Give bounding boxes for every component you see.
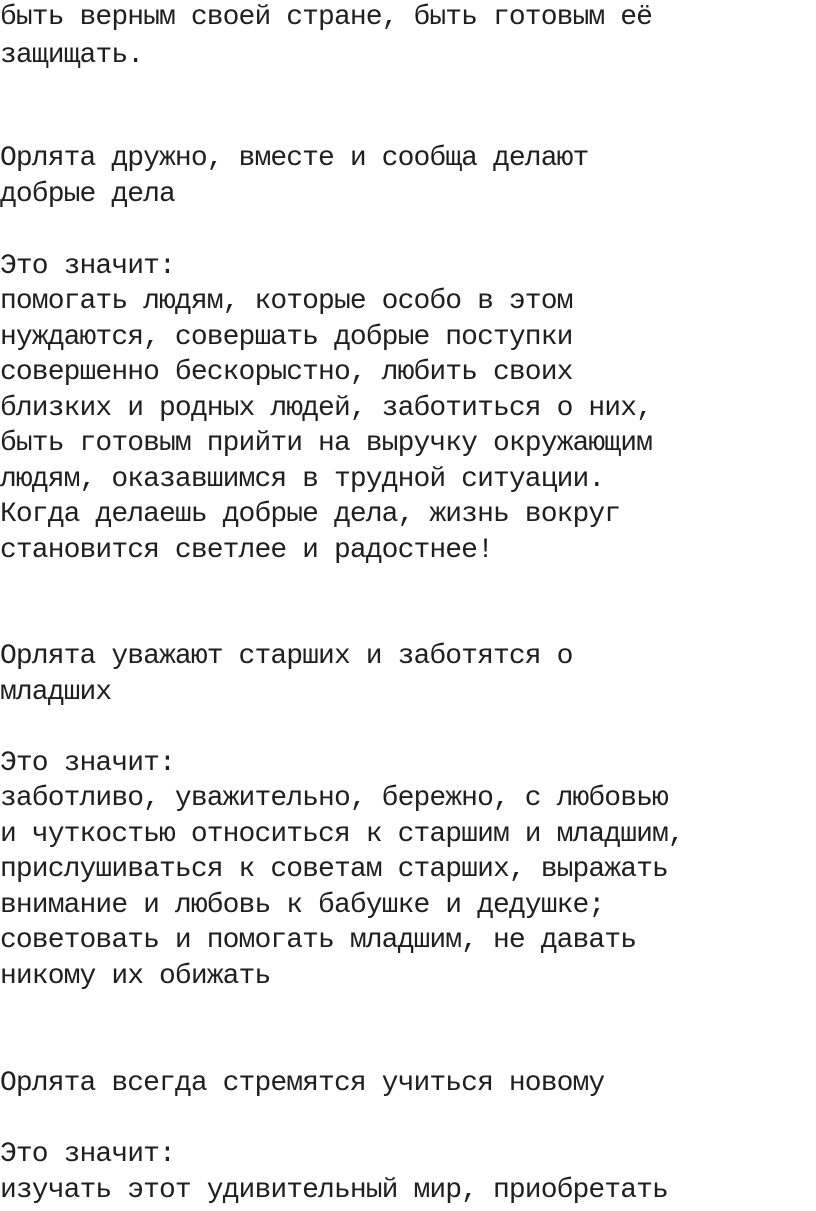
intro-line: защищать. <box>0 40 144 71</box>
body-line: Когда делаешь добрые дела, жизнь вокруг <box>0 499 621 530</box>
section-heading: младших <box>0 677 112 708</box>
meaning-label: Это значит: <box>0 1139 175 1170</box>
body-line: помогать людям, которые особо в этом <box>0 286 573 317</box>
section-heading: добрые дела <box>0 179 175 210</box>
body-line: нуждаются, совершать добрые поступки <box>0 322 573 353</box>
body-line: никому их обижать <box>0 961 271 992</box>
section-heading: Орлята дружно, вместе и сообща делают <box>0 143 589 174</box>
body-line: близких и родных людей, заботиться о них, <box>0 393 653 424</box>
section-heading: Орлята уважают старших и заботятся о <box>0 641 573 672</box>
body-line: прислушиваться к советам старших, выражать <box>0 854 668 885</box>
body-line: становится светлее и радостнее! <box>0 535 493 566</box>
body-line: и чуткостью относиться к старшим и младшим, <box>0 819 684 850</box>
body-line: людям, оказавшимся в трудной ситуации. <box>0 464 605 495</box>
body-line: изучать этот удивительный мир, приобретать <box>0 1175 668 1206</box>
body-line: заботливо, уважительно, бережно, с любовью <box>0 783 668 814</box>
meaning-label: Это значит: <box>0 251 175 282</box>
section-heading: Орлята всегда стремятся учиться новому <box>0 1068 605 1099</box>
body-line: советовать и помогать младшим, не давать <box>0 925 637 956</box>
body-line: внимание и любовь к бабушке и дедушке; <box>0 890 605 921</box>
intro-line: быть верным своей стране, быть готовым её <box>0 2 653 33</box>
body-line: быть готовым прийти на выручку окружающим <box>0 428 653 459</box>
body-line: совершенно бескорыстно, любить своих <box>0 357 573 388</box>
meaning-label: Это значит: <box>0 748 175 779</box>
